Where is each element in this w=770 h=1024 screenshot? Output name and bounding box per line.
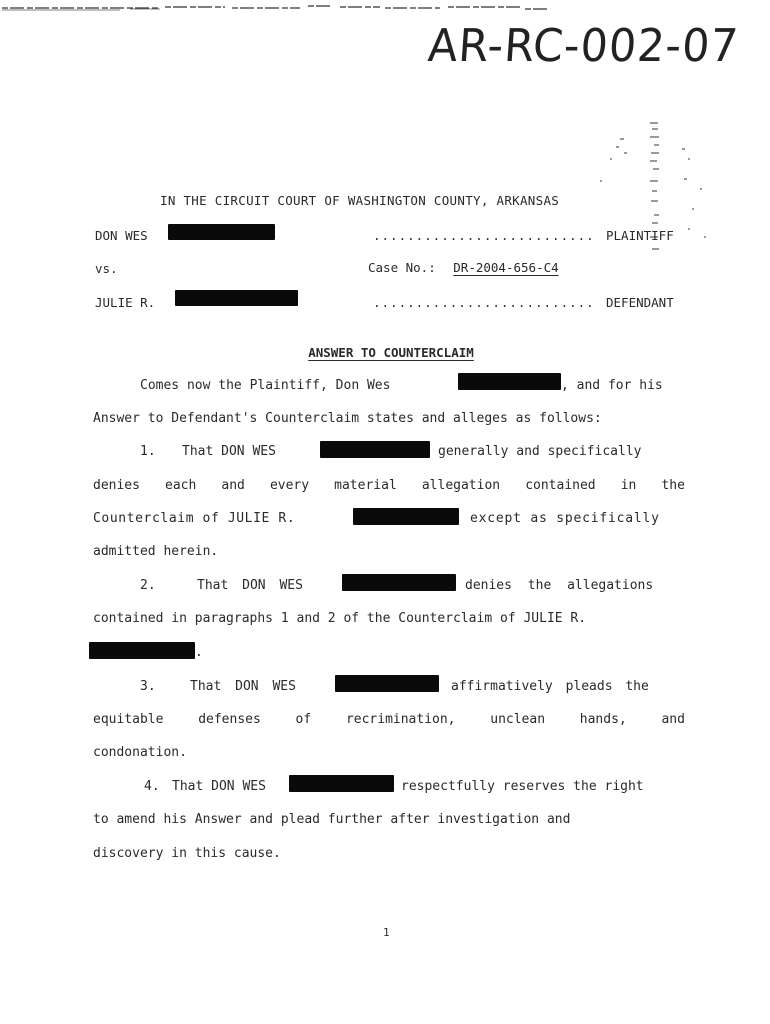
handwritten-document-id: AR-RC-002-07 [426,20,741,73]
para-4-line-3: discovery in this cause. [93,846,281,861]
para-2-line-2: contained in paragraphs 1 and 2 of the Counterclaim of JULIE R. [93,611,587,626]
redaction-bar [320,441,430,458]
para-3-number: 3. [140,679,156,694]
para-4-number: 4. [144,779,160,794]
document-title [0,345,770,360]
case-number: DR-2004-656-C4 [453,260,559,275]
plaintiff-name: DON WES [95,228,148,243]
word: and [221,478,245,493]
intro-line-1b: , and for his [561,378,663,393]
word: in [620,478,637,493]
para-1-line-3a: Counterclaim of JULIE R. [93,511,296,526]
intro-line-2: Answer to Defendant's Counterclaim states and alleges as follows: [93,411,602,426]
word: defenses [198,712,261,727]
plaintiff-role: PLAINTIFF [606,228,674,243]
word: each [165,478,197,493]
redaction-bar [458,373,561,390]
word: and [661,712,685,727]
redaction-bar [335,675,439,692]
word: contained [525,478,596,493]
para-1-line-1a: That DON WES [182,444,276,459]
para-2-line-3-end: . [195,645,203,660]
para-4-line-2: to amend his Answer and plead further after investigation and [93,812,571,827]
word: denies [93,478,140,493]
para-4-line-1a: That DON WES [172,779,266,794]
para-3-line-1b: affirmatively pleads the [451,679,649,694]
word: allegation [421,478,501,493]
para-1-line-3b: except as specifically [470,511,660,526]
para-3-line-1a: That DON WES [190,679,296,694]
defendant-leader-dots: .......................... [373,295,595,310]
word: unclean [490,712,546,727]
redaction-bar [168,224,275,240]
para-2-line-1a: That DON WES [197,578,303,593]
para-4-line-1b: respectfully reserves the right [401,779,644,794]
defendant-name: JULIE R. [95,295,156,310]
para-1-line-4: admitted herein. [93,544,219,559]
redaction-bar [289,775,394,792]
plaintiff-leader-dots: .......................... [373,228,595,243]
court-caption: IN THE CIRCUIT COURT OF WASHINGTON COUNTY, ARKANSAS [160,193,560,208]
redaction-bar [89,642,195,659]
word: of [295,712,312,727]
word: recrimination, [345,712,456,727]
case-number-row [368,260,559,275]
para-1-line-2 [93,478,685,493]
word: the [661,478,685,493]
redaction-bar [342,574,456,591]
document-title-text: ANSWER TO COUNTERCLAIM [308,345,474,360]
para-2-line-1b: denies the allegations [465,578,654,593]
word: hands, [579,712,627,727]
para-1-number: 1. [140,444,156,459]
versus-label: vs. [95,261,118,276]
word: equitable [93,712,164,727]
case-number-label: Case No.: [368,260,436,275]
redaction-bar [353,508,459,525]
intro-line-1a: Comes now the Plaintiff, Don Wes [140,378,391,393]
para-3-line-3: condonation. [93,745,187,760]
para-3-line-2 [93,712,685,727]
para-1-line-1b: generally and specifically [438,444,642,459]
word: every [269,478,310,493]
redaction-bar [175,290,298,306]
word: material [334,478,397,493]
scan-artifact [0,0,560,14]
para-2-number: 2. [140,578,156,593]
defendant-role: DEFENDANT [606,295,674,310]
filing-stamp [580,118,730,268]
page-number: 1 [383,926,390,939]
